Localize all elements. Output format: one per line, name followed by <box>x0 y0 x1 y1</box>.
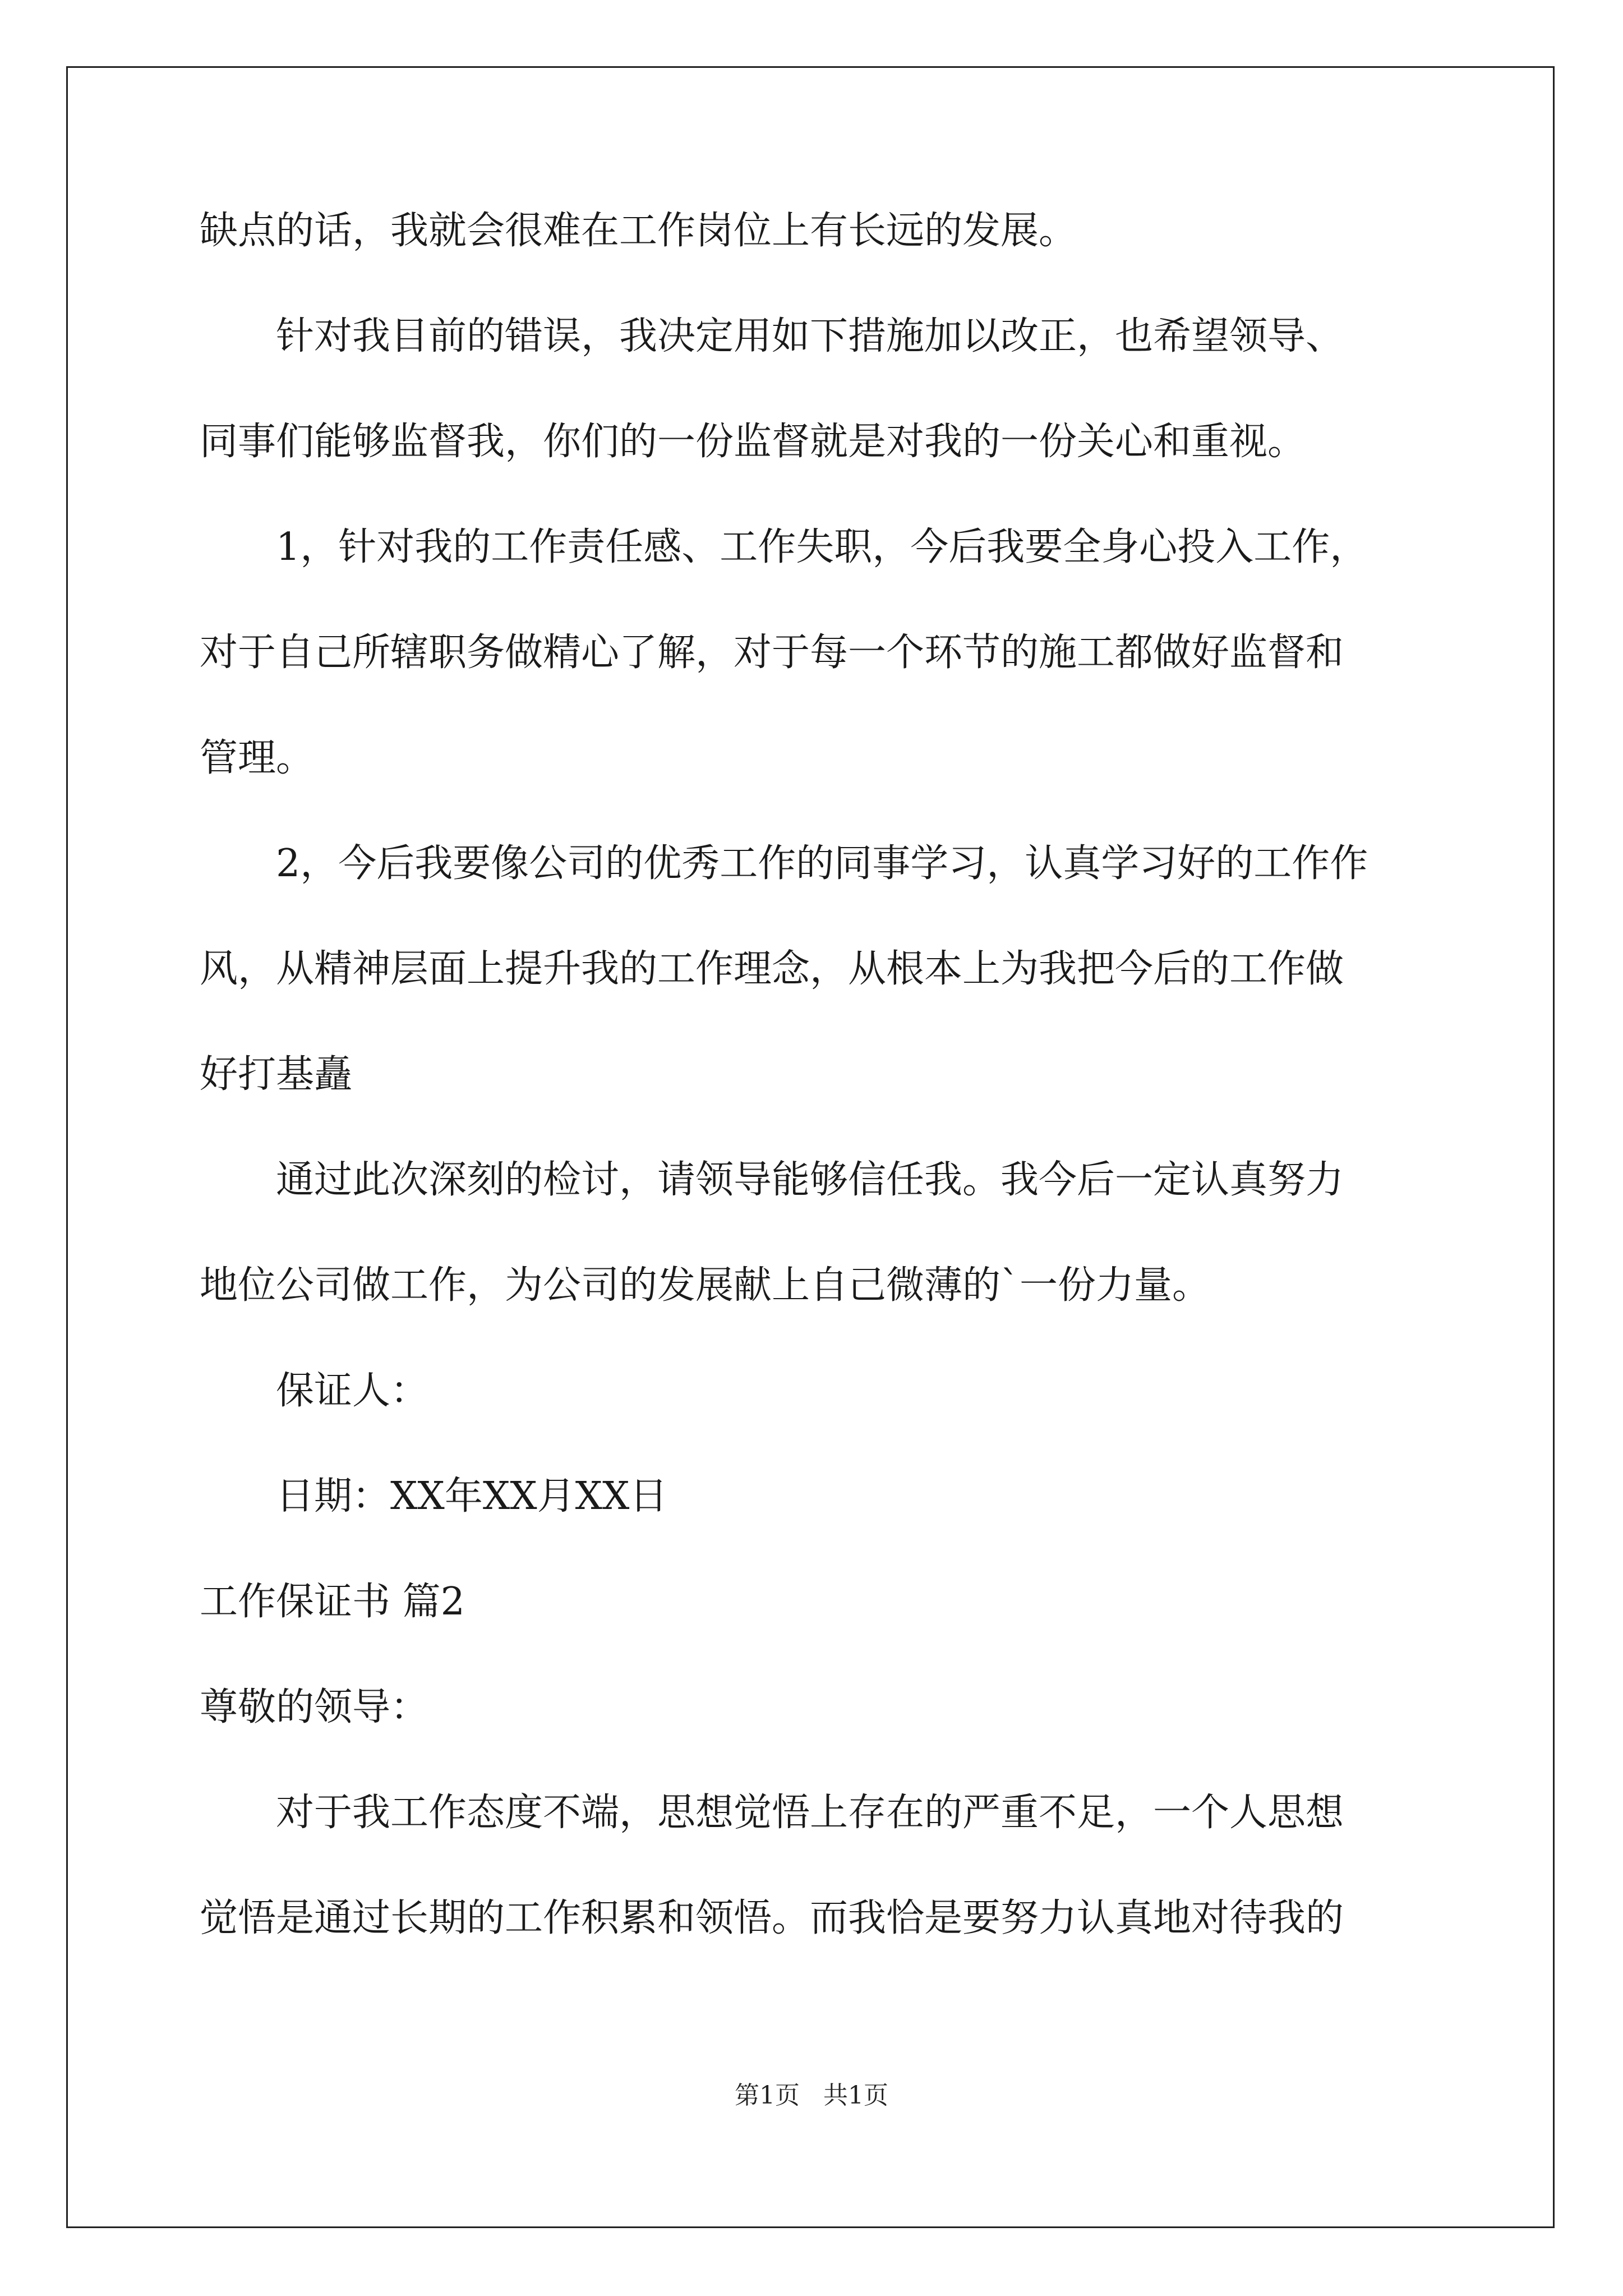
page-number: 第1页 <box>735 2081 800 2110</box>
section-heading: 工作保证书 篇2 <box>200 1580 465 1624</box>
text-line: 同事们能够监督我，你们的一份监督就是对我的一份关心和重视。 <box>200 420 1306 464</box>
text-line: 缺点的话，我就会很难在工作岗位上有长远的发展。 <box>200 209 1077 253</box>
text-line: 地位公司做工作，为公司的发展献上自己微薄的`一份力量。 <box>200 1263 1211 1308</box>
text-line: 通过此次深刻的检讨，请领导能够信任我。我今后一定认真努力 <box>276 1158 1344 1202</box>
date-line: 日期：XX年XX月XX日 <box>276 1474 668 1519</box>
text-line: 风，从精神层面上提升我的工作理念，从根本上为我把今后的工作做 <box>200 947 1344 991</box>
text-line: 管理。 <box>200 736 315 780</box>
text-line: 1，针对我的工作责任感、工作失职，今后我要全身心投入工作， <box>276 525 1368 569</box>
text-line: 好打基矗 <box>200 1052 353 1097</box>
signature-label: 保证人： <box>276 1369 429 1413</box>
page-total: 共1页 <box>823 2081 888 2110</box>
text-line: 对于自己所辖职务做精心了解，对于每一个环节的施工都做好监督和 <box>200 631 1344 675</box>
salutation: 尊敬的领导： <box>200 1685 429 1729</box>
page-footer <box>0 2080 1623 2111</box>
text-line: 觉悟是通过长期的工作积累和领悟。而我恰是要努力认真地对待我的 <box>200 1896 1344 1940</box>
text-line: 2，今后我要像公司的优秀工作的同事学习，认真学习好的工作作 <box>276 841 1368 886</box>
text-line: 针对我目前的错误，我决定用如下措施加以改正，也希望领导、 <box>276 314 1344 358</box>
text-line: 对于我工作态度不端，思想觉悟上存在的严重不足，一个人思想 <box>276 1791 1344 1835</box>
